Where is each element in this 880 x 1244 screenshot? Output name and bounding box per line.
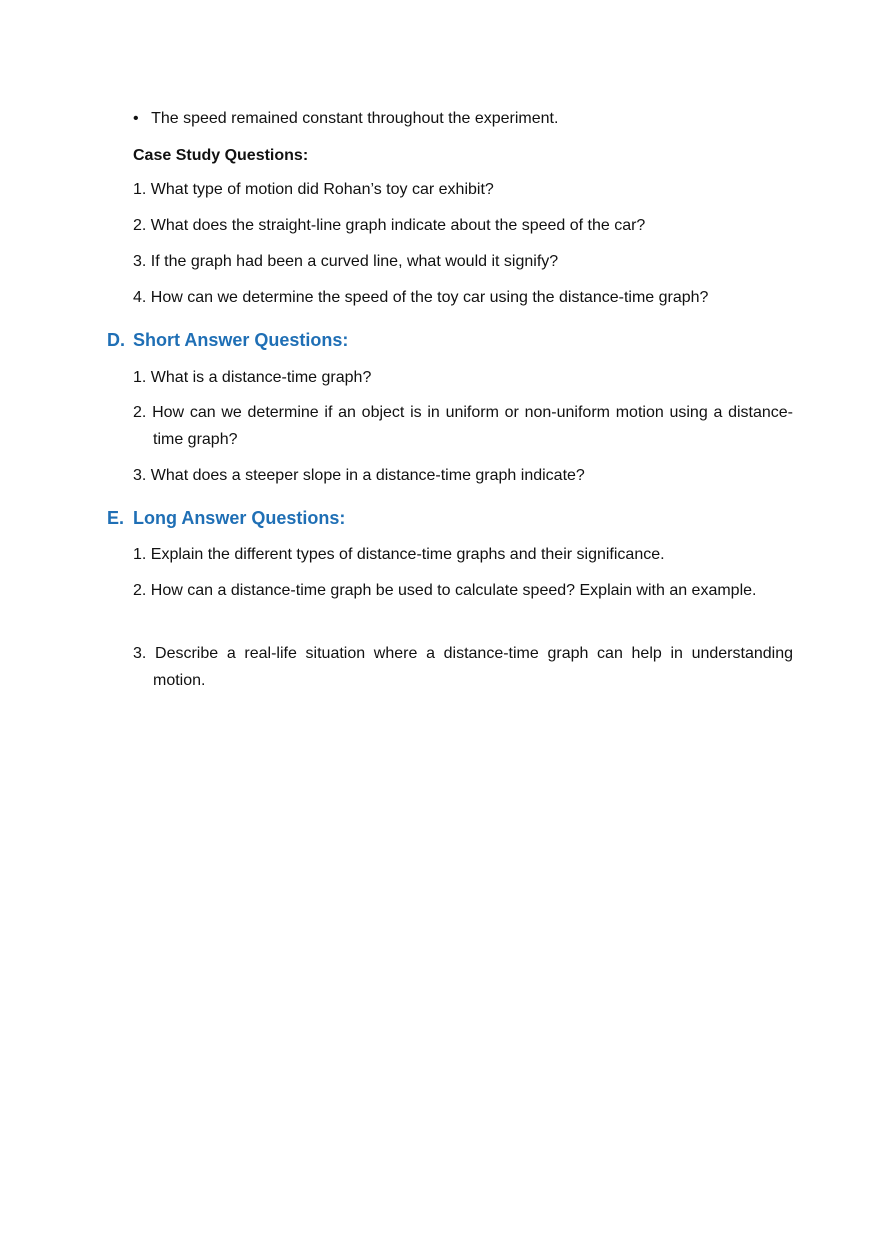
case-question: 2. What does the straight-line graph indicate about the speed of the car? bbox=[133, 217, 646, 234]
case-question: 4. How can we determine the speed of the toy car using the distance-time graph? bbox=[133, 289, 709, 306]
long-question: 1. Explain the different types of distance-time graphs and their significance. bbox=[133, 546, 665, 563]
case-question: 3. If the graph had been a curved line, what would it signify? bbox=[133, 253, 559, 270]
bullet-item: • The speed remained constant throughout the experiment. bbox=[133, 110, 559, 127]
case-study-heading: Case Study Questions: bbox=[133, 147, 309, 164]
bullet-icon: • bbox=[133, 110, 139, 127]
short-question: 1. What is a distance-time graph? bbox=[133, 369, 372, 386]
long-answer-heading: E. Long Answer Questions: bbox=[107, 508, 346, 528]
short-question: 3. What does a steeper slope in a distance-time graph indicate? bbox=[133, 467, 585, 484]
short-question: 2. How can we determine if an object is in uniform or non-uniform motion using a distance-time graph? bbox=[133, 404, 793, 448]
short-answer-heading: D. Short Answer Questions: bbox=[107, 330, 349, 350]
long-question: 3. Describe a real-life situation where a distance-time graph can help in understanding motion. bbox=[133, 645, 793, 689]
case-question: 1. What type of motion did Rohan’s toy car exhibit? bbox=[133, 181, 494, 198]
long-question: 2. How can a distance-time graph be used to calculate speed? Explain with an example. bbox=[133, 582, 757, 599]
